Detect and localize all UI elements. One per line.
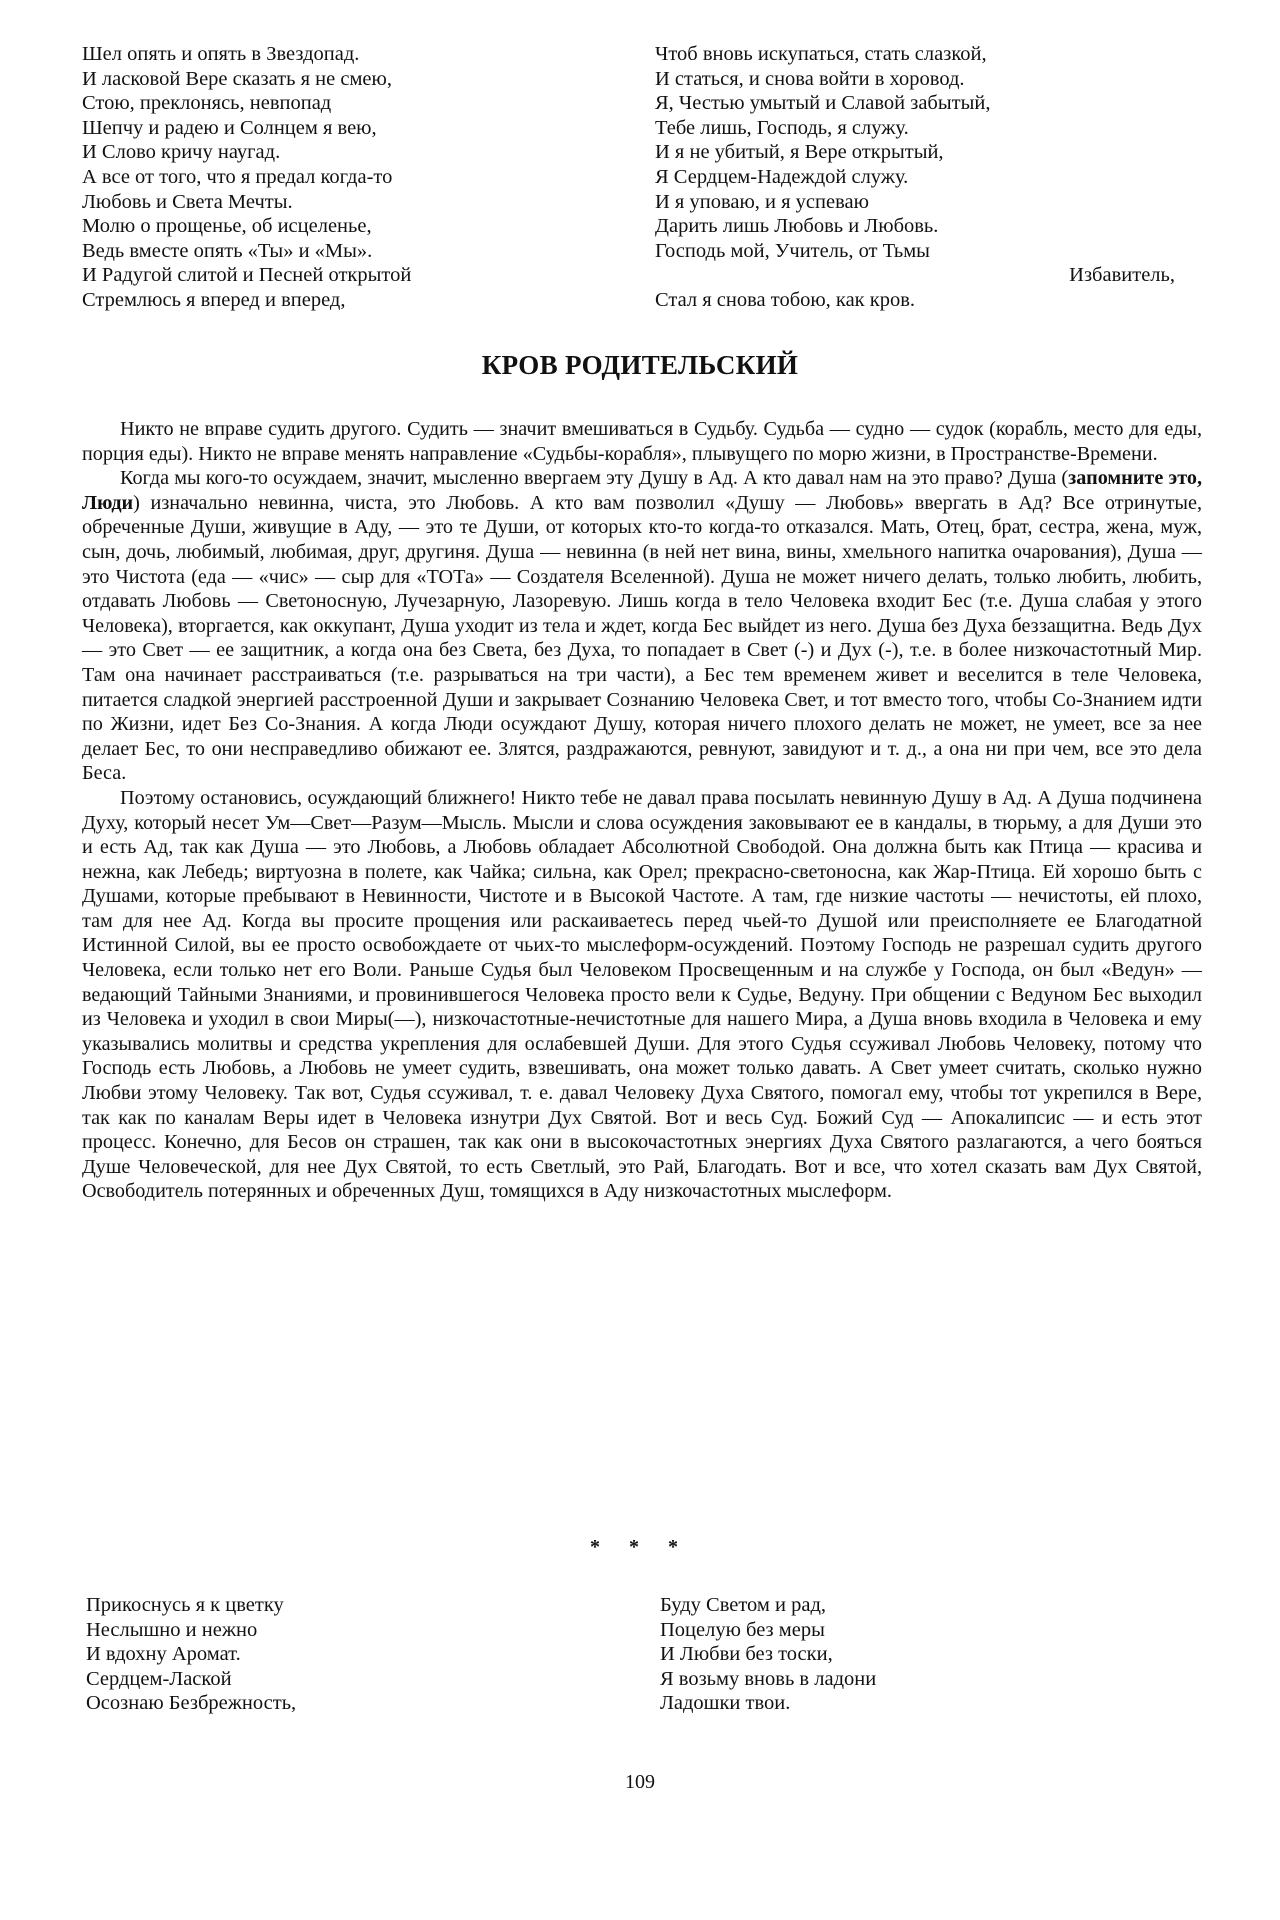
- poem-line: Поцелую без меры: [660, 1618, 825, 1641]
- poem-line: Неслышно и нежно: [86, 1618, 258, 1641]
- section-separator: * * *: [590, 1536, 690, 1558]
- poem-line: И я не убитый, я Вере открытый,: [655, 141, 944, 164]
- section-heading: КРОВ РОДИТЕЛЬСКИЙ: [481, 350, 799, 380]
- poem-line: Тебе лишь, Господь, я служу.: [655, 116, 909, 139]
- poem-line: Ведь вместе опять «Ты» и «Мы».: [82, 239, 373, 262]
- poem-line: Стал я снова тобою, как кров.: [655, 288, 916, 311]
- poem-line: Я Сердцем-Надеждой служу.: [655, 165, 909, 188]
- poem-line: Я, Честью умытый и Славой забытый,: [655, 92, 991, 115]
- paragraph-text: Когда мы кого-то осуждаем, значит, мысленно ввергаем эту Душу в Ад. А кто давал нам на это право? Душа (: [120, 467, 1069, 490]
- paragraph: [82, 786, 1202, 1204]
- poem-line: И я уповаю, и я успеваю: [655, 190, 869, 213]
- poem-line: Чтоб вновь искупаться, стать слазкой,: [655, 43, 987, 65]
- poem-line: Сердцем-Лаской: [86, 1667, 232, 1690]
- poem-line: И Слово кричу наугад.: [82, 141, 281, 164]
- poem-line: И Любви без тоски,: [660, 1643, 833, 1666]
- poem-line: И вдохну Аромат.: [86, 1643, 241, 1666]
- poem-line: Буду Светом и рад,: [660, 1594, 827, 1616]
- poem-top-right-column: [655, 42, 1175, 313]
- paragraph-text: Никто не вправе судить другого. Судить — значит вмешиваться в Судьбу. Судьба — судно — судок (корабль, место для еды, порция еды). Никто не вправе менять направление «Судьбы-корабля», плывущего по морю жизни, в Пространстве-Времени.: [82, 418, 1202, 465]
- poem-line: И Радугой слитой и Песней открытой: [82, 264, 412, 287]
- poem-line: Прикоснусь я к цветку: [86, 1594, 284, 1616]
- poem-line: А все от того, что я предал когда-то: [82, 165, 393, 188]
- paragraph: [82, 417, 1202, 466]
- poem-line: Я возьму вновь в ладони: [660, 1667, 877, 1690]
- poem-line: И ласковой Вере сказать я не смею,: [82, 67, 392, 90]
- paragraph-text: Поэтому остановись, осуждающий ближнего! Никто тебе не давал права посылать невинную Душу в Ад. А Душа подчинена Духу, который несет Ум—Свет—Разум—Мысль. Мысли и слова осуждения заковывают ее в кандалы, в тюрьму, а для Души это и есть Ад, так как Душа — это Любовь, а Любовь обладает Абсолютной Свободой. Она должна быть как Птица — красива и нежна, как Лебедь; виртуозна в полете, как Чайка; сильна, как Орел; прекрасно-светоносна, как Жар-Птица. Ей хорошо быть с Душами, которые пребывают в Невинности, Чистоте и в Высокой Частоте. А там, где низкие частоты — нечистоты, ей плохо, там для нее Ад. Когда вы просите прощения или раскаиваетесь перед чьей-то Душой или преисполняете ее Благодатной Истинной Силой, вы ее просто освобождаете от чьих-то мыслеформ-осуждений. Поэтому Господь не разрешал судить другого Человека, если только нет его Воли. Раньше Судья был Человеком Просвещенным и на службе у Господа, он был «Ведун» — ведающий Тайными Знаниями, и провинившегося Человека просто вели к Судье, Ведуну. При общении с Ведуном Бес выходил из Человека и уходил в свои Миры(—), низкочастотные-нечистотные для нашего Мира, а Душа вновь входила в Человека и ему указывались молитвы и средства укрепления для ослабевшей Души. Для этого Судья ссуживал Любовь Человеку, потому что Господь есть Любовь, а Любовь не умеет судить, взвешивать, она может только давать. А Свет умеет считать, сколько нужно Любви этому Человеку. Так вот, Судья ссуживал, т. е. давал Человеку Духа Святого, помогал ему, чтобы тот укрепился в Вере, так как по каналам Веры идет в Человека изнутри Дух Святой. Вот и весь Суд. Божий Суд — Апокалипсис — и есть этот процесс. Конечно, для Бесов он страшен, так как они в высокочастотных энергиях Духа Святого разлагаются, а чего бояться Душе Человеческой, для нее Дух Святой, то есть Светлый, это Рай, Благодать. Вот и все, что хотел сказать вам Дух Святой, Освободитель потерянных и обреченных Душ, томящихся в Аду низкочастотных мыслеформ.: [82, 786, 1202, 1203]
- poem-line: Шепчу и радею и Солнцем я вею,: [82, 116, 377, 139]
- poem-line: Господь мой, Учитель, от Тьмы: [655, 239, 930, 262]
- poem-top-left-column: [82, 42, 411, 313]
- poem-line-continuation: Избавитель,: [1069, 264, 1175, 287]
- poem-line: Осознаю Безбрежность,: [86, 1692, 297, 1715]
- page-number: 109: [625, 1771, 655, 1793]
- poem-line: Стремлюсь я вперед и вперед,: [82, 288, 346, 311]
- poem-line: Любовь и Света Мечты.: [82, 190, 293, 213]
- poem-line: И статься, и снова войти в хоровод.: [655, 67, 965, 90]
- emphasis-text: запомните это, Люди: [82, 467, 1202, 514]
- prose-body: [82, 417, 1202, 1204]
- poem-line: Шел опять и опять в Звездопад.: [82, 43, 360, 65]
- poem-bottom-left-column: [86, 1593, 296, 1716]
- poem-line: Дарить лишь Любовь и Любовь.: [655, 215, 939, 238]
- poem-line: Стою, преклонясь, невпопад: [82, 92, 332, 115]
- paragraph: [82, 466, 1202, 786]
- paragraph-text: ) изначально невинна, чиста, это Любовь. А кто вам позволил «Душу — Любовь» ввергать в Ад? Все отринутые, обреченные Души, живущие в Аду, — это те Души, от которых кто-то когда-то отказался. Мать, Отец, брат, сестра, жена, муж, сын, дочь, любимый, любимая, друг, другиня. Душа — невинна (в ней нет вина, вины, хмельного напитка очарования), Душа — это Чистота (еда — «чис» — сыр для «ТОТа» — Создателя Вселенной). Душа не может ничего делать, только любить, любить, отдавать Любовь — Светоносную, Лучезарную, Лазоревую. Лишь когда в тело Человека входит Бес (т.е. Душа слабая у этого Человека), вторгается, как оккупант, Душа уходит из тела и ждет, когда Бес выйдет из него. Душа без Духа беззащитна. Ведь Дух — это Свет — ее защитник, а когда она без Света, без Духа, то попадает в Свет (-) и Дух (-), т.е. в более низкочастотный Мир. Там она начинает расстраиваться (т.е. разрываться на три части), а Бес тем временем живет и веселится в теле Человека, питается сладкой энергией расстроенной Души и закрывает Сознанию Человека Свет, и тот вместо того, чтобы Со-Знанием идти по Жизни, идет Без Со-Знания. А когда Люди осуждают Душу, которая ничего плохого делать не может, не умеет, все за нее делает Бес, то они несправедливо обижают ее. Злятся, раздражаются, ревнуют, завидуют и т. д., а она ни при чем, все это дела Беса.: [82, 491, 1202, 785]
- poem-line: Молю о прощенье, об исцеленье,: [82, 215, 372, 238]
- poem-line: Ладошки твои.: [660, 1692, 791, 1715]
- poem-bottom-right-column: [660, 1593, 876, 1716]
